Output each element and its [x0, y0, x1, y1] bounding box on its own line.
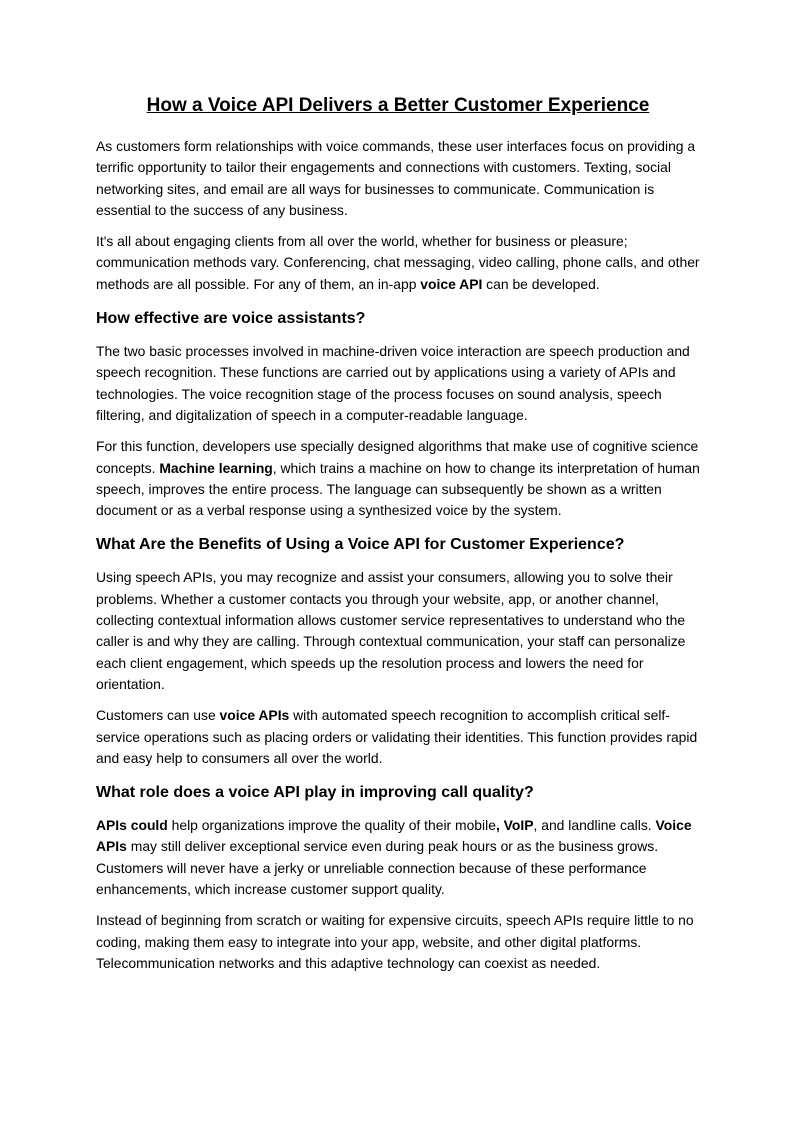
- section-3-paragraph-2: Instead of beginning from scratch or waiting for expensive circuits, speech APIs require little to no coding, making them easy to integrate into your app, website, and other digital platforms. Telecommunication networks and this adaptive technology can coexist as needed.: [96, 912, 694, 971]
- section-1-paragraph-2: [96, 436, 700, 521]
- intro-p2-bold-voice-api: voice API: [420, 275, 483, 292]
- s3-p1-text-c: may still deliver exceptional service even during peak hours or as the business grows. Customers will never have a jerky or unreliable connection because of these performance enhancements, which increase customer support quality.: [96, 838, 659, 898]
- s2-p2-text-a: Customers can use: [96, 707, 220, 724]
- s3-p1-text-a: help organizations improve the quality of their mobile: [167, 817, 496, 834]
- section-1-heading: How effective are voice assistants?: [96, 310, 366, 328]
- section-3-heading: What role does a voice API play in improving call quality?: [96, 784, 534, 802]
- section-2-paragraph-1: Using speech APIs, you may recognize and assist your consumers, allowing you to solve their problems. Whether a customer contacts you through your website, app, or another channel, collecting contextual information allows customer service representatives to understand who the caller is and why they are calling. Through contextual communication, your staff can personalize each client engagement, which speeds up the resolution process and lowers the need for orientation.: [96, 569, 686, 692]
- s1-p2-bold-machine-learning: Machine learning: [159, 459, 273, 476]
- s3-p1-bold-voice-apis: Voice APIs: [96, 817, 692, 855]
- section-2-heading: What Are the Benefits of Using a Voice API for Customer Experience?: [96, 536, 625, 554]
- section-3-paragraph-1: [96, 815, 700, 900]
- s3-p1-bold-apis-could: APIs could: [96, 817, 168, 834]
- s1-p2-text-a: For this function, developers use specially designed algorithms that make use of cognitive science concepts.: [96, 438, 699, 476]
- s3-p1-text-b: , and landline calls.: [533, 817, 656, 834]
- intro-paragraph-2: [96, 231, 700, 295]
- s2-p2-text-b: with automated speech recognition to accomplish critical self-service operations such as placing orders or validating their identities. This function provides rapid and easy help to consumers all over the world.: [96, 707, 698, 766]
- section-1-paragraph-1: The two basic processes involved in machine-driven voice interaction are speech production and speech recognition. These functions are carried out by applications using a variety of APIs and technologies. The voice recognition stage of the process focuses on sound analysis, speech filtering, and digitalization of speech in a computer-readable language.: [96, 343, 690, 423]
- intro-p2-text-a: It's all about engaging clients from all over the world, whether for business or pleasure; communication methods vary. Conferencing, chat messaging, video calling, phone calls, and other methods are all possible. For any of them, an in-app: [96, 233, 700, 292]
- intro-paragraph-1: As customers form relationships with voice commands, these user interfaces focus on providing a terrific opportunity to tailor their engagements and connections with customers. Texting, social networking sites, and email are all ways for businesses to communicate. Communication is essential to the success of any business.: [96, 138, 696, 218]
- document-page: [96, 94, 700, 984]
- document-title: How a Voice API Delivers a Better Customer Experience: [146, 95, 650, 116]
- s3-p1-bold-voip: , VoIP: [495, 817, 534, 834]
- intro-p2-text-b: can be developed.: [482, 275, 600, 292]
- s2-p2-bold-voice-apis: voice APIs: [219, 707, 290, 724]
- s1-p2-text-b: , which trains a machine on how to change its interpretation of human speech, improves the entire process. The language can subsequently be shown as a written document or as a verbal response using a synthesized voice by the system.: [96, 459, 700, 519]
- section-2-paragraph-2: [96, 705, 700, 769]
